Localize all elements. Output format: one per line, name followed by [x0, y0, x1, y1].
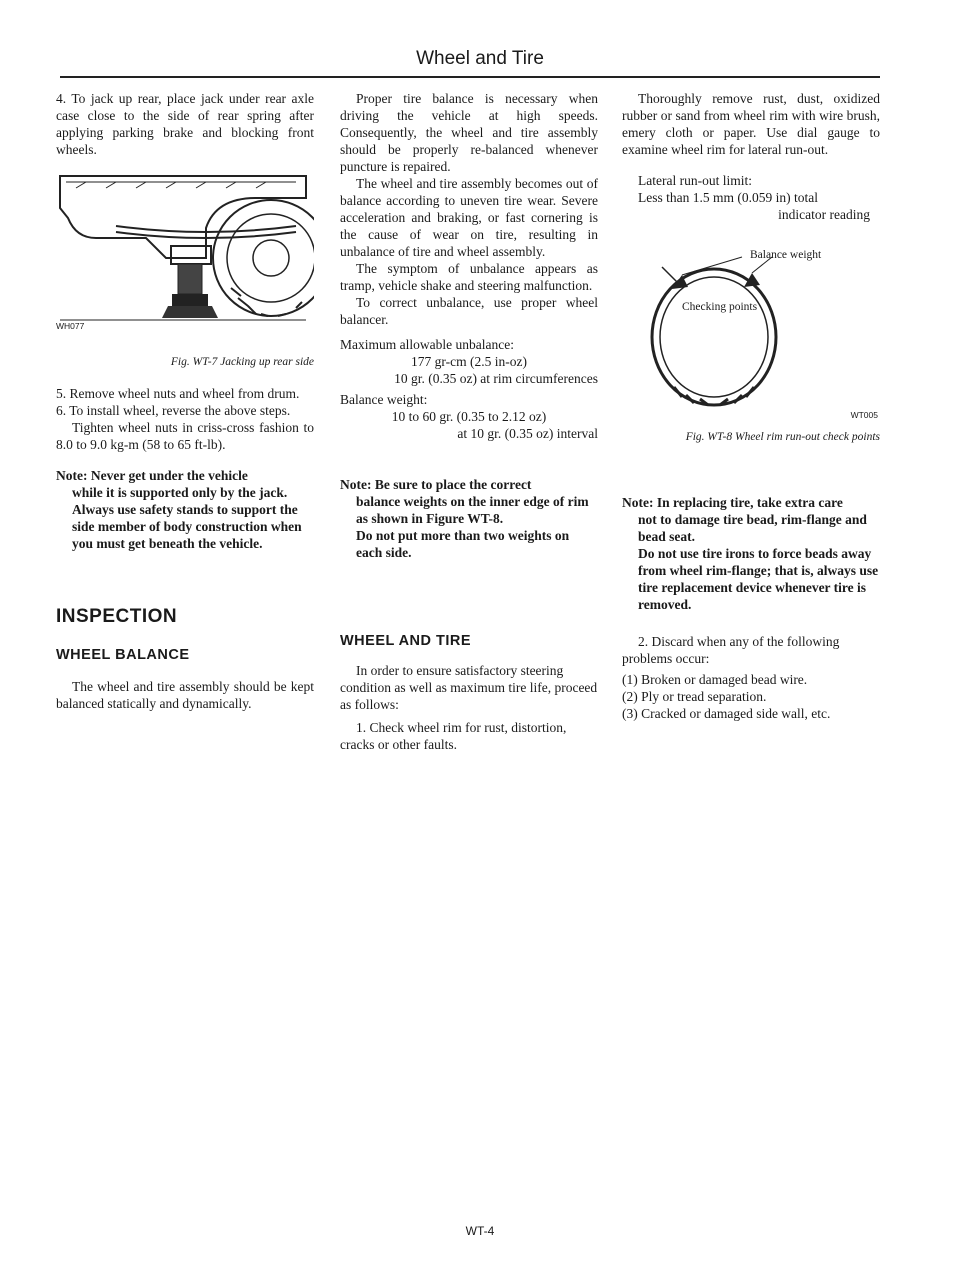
figure-code: WT005	[850, 410, 878, 420]
spec-value: Less than 1.5 mm (0.059 in) total	[638, 190, 818, 205]
subsection-title: WHEEL BALANCE	[56, 647, 190, 663]
section-title: INSPECTION	[56, 606, 178, 627]
balance-note	[340, 476, 598, 561]
jack-illustration	[56, 168, 314, 338]
list-item: (3) Cracked or damaged side wall, etc.	[622, 706, 831, 721]
paragraph: In order to ensure satisfactory steering condition as well as maximum tire life, proceed as follows:	[340, 663, 598, 712]
paragraph: 2. Discard when any of the following problems occur:	[622, 634, 840, 666]
safety-note	[56, 467, 314, 552]
figure-caption: Fig. WT-8 Wheel rim run-out check points	[685, 431, 880, 443]
checking-points-label: Checking points	[682, 301, 758, 313]
list-item: (1) Broken or damaged bead wire.	[622, 672, 808, 687]
note-body: while it is supported only by the jack. Always use safety stands to support the side member of body construction when you must get beneath the vehicle.	[72, 485, 302, 551]
wheel-rim-illustration	[622, 237, 880, 419]
paragraph: The wheel and tire assembly becomes out of balance according to uneven tire wear. Severe acceleration and braking, or fast cornering is the cause of wear on tire, resulting in unbalance of tire and wheel assembly.	[340, 176, 598, 259]
note-line: Do not use tire irons to force beads away from wheel rim-flange; that is, always use tire replacement device whenever tire is removed.	[638, 546, 879, 612]
paragraph: The symptom of unbalance appears as tramp, vehicle shake and steering malfunction.	[340, 261, 598, 293]
balance-paragraph: The wheel and tire assembly should be kept balanced statically and dynamically.	[56, 679, 314, 711]
subsection-title: WHEEL AND TIRE	[340, 633, 472, 649]
paragraph: To correct unbalance, use proper wheel balancer.	[340, 295, 598, 327]
note-line: not to damage tire bead, rim-flange and bead seat.	[638, 512, 867, 544]
figure-caption: Fig. WT-7 Jacking up rear side	[170, 356, 314, 368]
step-6: 6. To install wheel, reverse the above steps.	[56, 403, 291, 418]
spec-value: 177 gr-cm (2.5 in-oz)	[411, 354, 527, 369]
spec-label: Maximum allowable unbalance:	[340, 337, 514, 352]
step-5: 5. Remove wheel nuts and wheel from drum.	[56, 386, 300, 401]
spec-value: 10 gr. (0.35 oz) at rim circumferences	[394, 371, 598, 386]
header-rule	[60, 76, 880, 78]
paragraph: Thoroughly remove rust, dust, oxidized rubber or sand from wheel rim with wire brush, emery cloth or paper. Use dial gauge to examine wheel rim for lateral run-out.	[622, 91, 880, 157]
page-header: Wheel and Tire	[416, 48, 544, 69]
note-heading: Note: Never get under the vehicle	[56, 468, 248, 483]
note-line: balance weights on the inner edge of rim as shown in Figure WT-8.	[356, 494, 589, 526]
spec-value: indicator reading	[778, 207, 870, 222]
page-number: WT-4	[465, 1224, 495, 1238]
tire-note	[622, 494, 880, 613]
note-heading: Note: Be sure to place the correct	[340, 477, 532, 492]
spec-value: 10 to 60 gr. (0.35 to 2.12 oz)	[391, 409, 547, 424]
note-line: Do not put more than two weights on each side.	[356, 528, 570, 560]
list-item: (2) Ply or tread separation.	[622, 689, 767, 704]
column-3	[622, 90, 880, 722]
figure-wt7	[56, 168, 314, 338]
step-6-detail: Tighten wheel nuts in criss-cross fashion to 8.0 to 9.0 kg-m (58 to 65 ft-lb).	[56, 420, 314, 452]
figure-code: WH077	[56, 321, 85, 331]
spec-label: Lateral run-out limit:	[638, 173, 752, 188]
column-1	[56, 90, 314, 712]
note-heading: Note: In replacing tire, take extra care	[622, 495, 843, 510]
paragraph: 1. Check wheel rim for rust, distortion, cracks or other faults.	[340, 720, 567, 752]
spec-label: Balance weight:	[340, 392, 428, 407]
column-2	[340, 90, 598, 753]
spec-value: at 10 gr. (0.35 oz) interval	[457, 426, 598, 441]
paragraph: Proper tire balance is necessary when driving the vehicle at high speeds. Consequently, the wheel and tire assembly should be properly re-balanced whenever puncture is repaired.	[340, 91, 598, 174]
step-4: 4. To jack up rear, place jack under rear axle case close to the side of rear spring after applying parking brake and blocking front wheels.	[56, 91, 314, 157]
balance-weight-label: Balance weight	[750, 249, 822, 261]
figure-wt8	[622, 237, 880, 419]
